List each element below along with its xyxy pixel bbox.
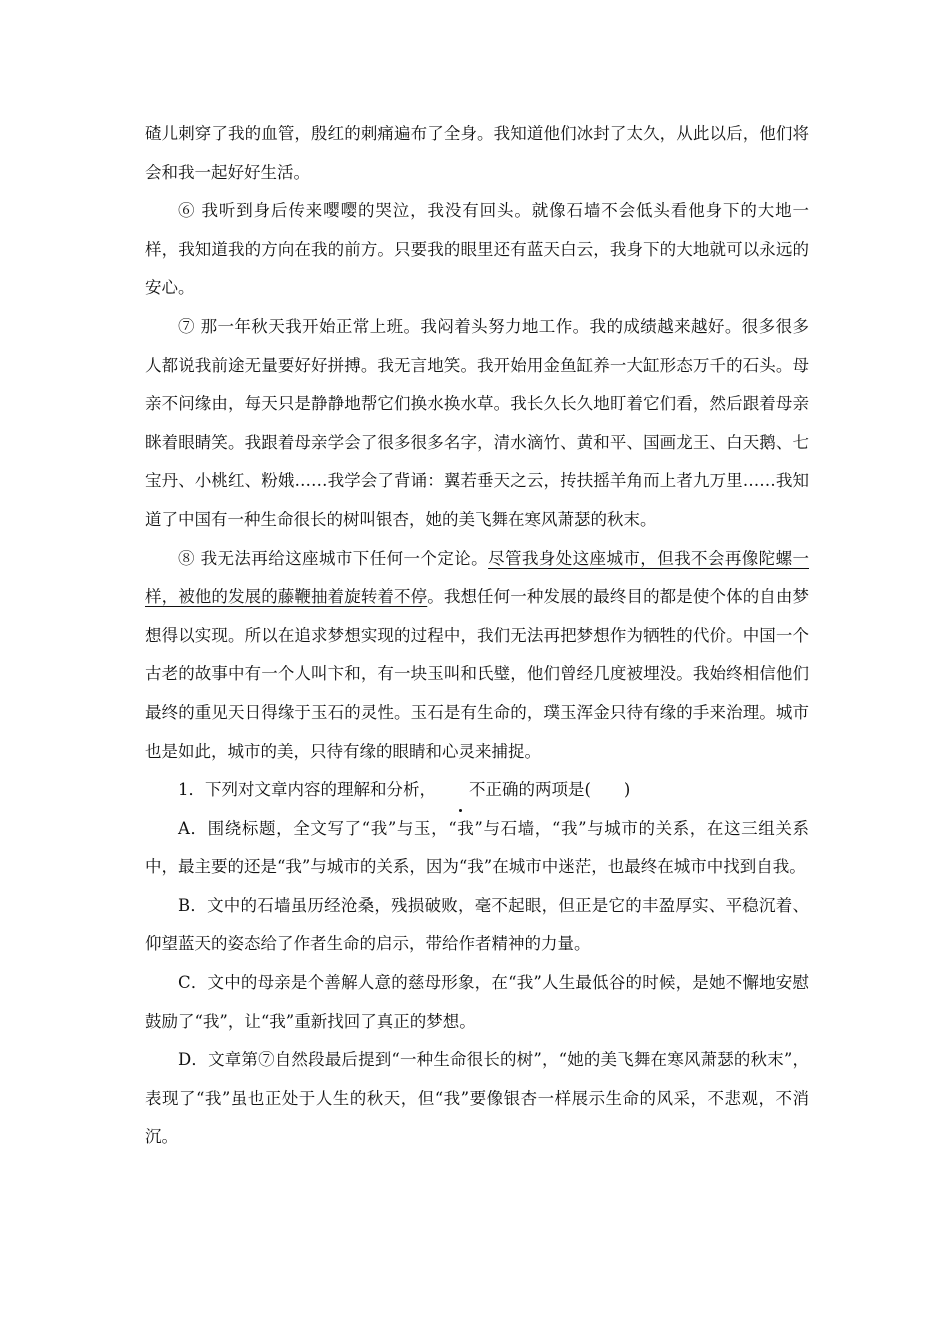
emphasis-dot-char: 不 [436, 771, 486, 810]
paragraph-7: ⑦ 那一年秋天我开始正常上班。我闷着头努力地工作。我的成绩越来越好。很多很多人都说我前途无量要好好拼搏。我无言地笑。我开始用金鱼缸养一大缸形态万千的石头。母亲不问缘由，每天只是静静地帮它们换水换水草。我长久长久地盯着它们看，然后跟着母亲眯着眼睛笑。我跟着母亲学会了很多很多名字，清水滴竹、黄和平、国画龙王、白天鹅、七宝丹、小桃红、粉娥……我学会了背诵：翼若垂天之云，抟扶摇羊角而上者九万里……我知道了中国有一种生命很长的树叫银杏，她的美飞舞在寒风萧瑟的秋末。 [145, 316, 809, 529]
paragraph-6: ⑥ 我听到身后传来嘤嘤的哭泣，我没有回头。就像石墙不会低头看他身下的大地一样，我知道我的方向在我的前方。只要我的眼里还有蓝天白云，我身下的大地就可以永远的安心。 [145, 201, 809, 298]
paragraph-8 [145, 540, 809, 772]
paragraph-8-underlined-sentence: 尽管我身处这座城市，但我不会再像陀螺一样，被他的发展的藤鞭抽着旋转着不停 [145, 548, 809, 607]
option-b: B．文中的石墙虽历经沧桑，残损破败，毫不起眼，但正是它的丰盈厚实、平稳沉着、仰望蓝天的姿态给了作者生命的启示，带给作者精神的力量。 [145, 895, 809, 954]
question-1-stem [145, 771, 809, 810]
question-stem-before: 1．下列对文章内容的理解和分析， [178, 780, 436, 800]
question-stem-after: 正确的两项是( ) [485, 780, 631, 800]
option-a: A．围绕标题，全文写了“我”与玉，“我”与石墙，“我”与城市的关系，在这三组关系中，最主要的还是“我”与城市的关系，因为“我”在城市中迷茫，也最终在城市中找到自我。 [145, 818, 809, 877]
paragraph-8-lead: ⑧ 我无法再给这座城市下任何一个定论。 [178, 548, 489, 568]
option-c: C．文中的母亲是个善解人意的慈母形象，在“我”人生最低谷的时候，是她不懈地安慰鼓励了“我”，让“我”重新找回了真正的梦想。 [145, 973, 809, 1031]
option-d: D．文章第⑦自然段最后提到“一种生命很长的树”，“她的美飞舞在寒风萧瑟的秋末”，表现了“我”虽也正处于人生的秋天，但“我”要像银杏一样展示生命的风采，不悲观，不消沉。 [145, 1050, 809, 1147]
document-page [145, 115, 809, 1157]
paragraph-8-rest: 。我想任何一种发展的最终目的都是使个体的自由梦想得以实现。所以在追求梦想实现的过程中，我们无法再把梦想作为牺牲的代价。中国一个古老的故事中有一个人叫卞和，有一块玉叫和氏璧，他们曾经几度被埋没。我始终相信他们最终的重见天日得缘于玉石的灵性。玉石是有生命的，璞玉浑金只待有缘的手来治理。城市也是如此，城市的美，只待有缘的眼睛和心灵来捕捉。 [145, 587, 810, 761]
paragraph-5-continuation: 碴儿刺穿了我的血管，殷红的刺痛遍布了全身。我知道他们冰封了太久，从此以后，他们将会和我一起好好生活。 [145, 124, 809, 182]
